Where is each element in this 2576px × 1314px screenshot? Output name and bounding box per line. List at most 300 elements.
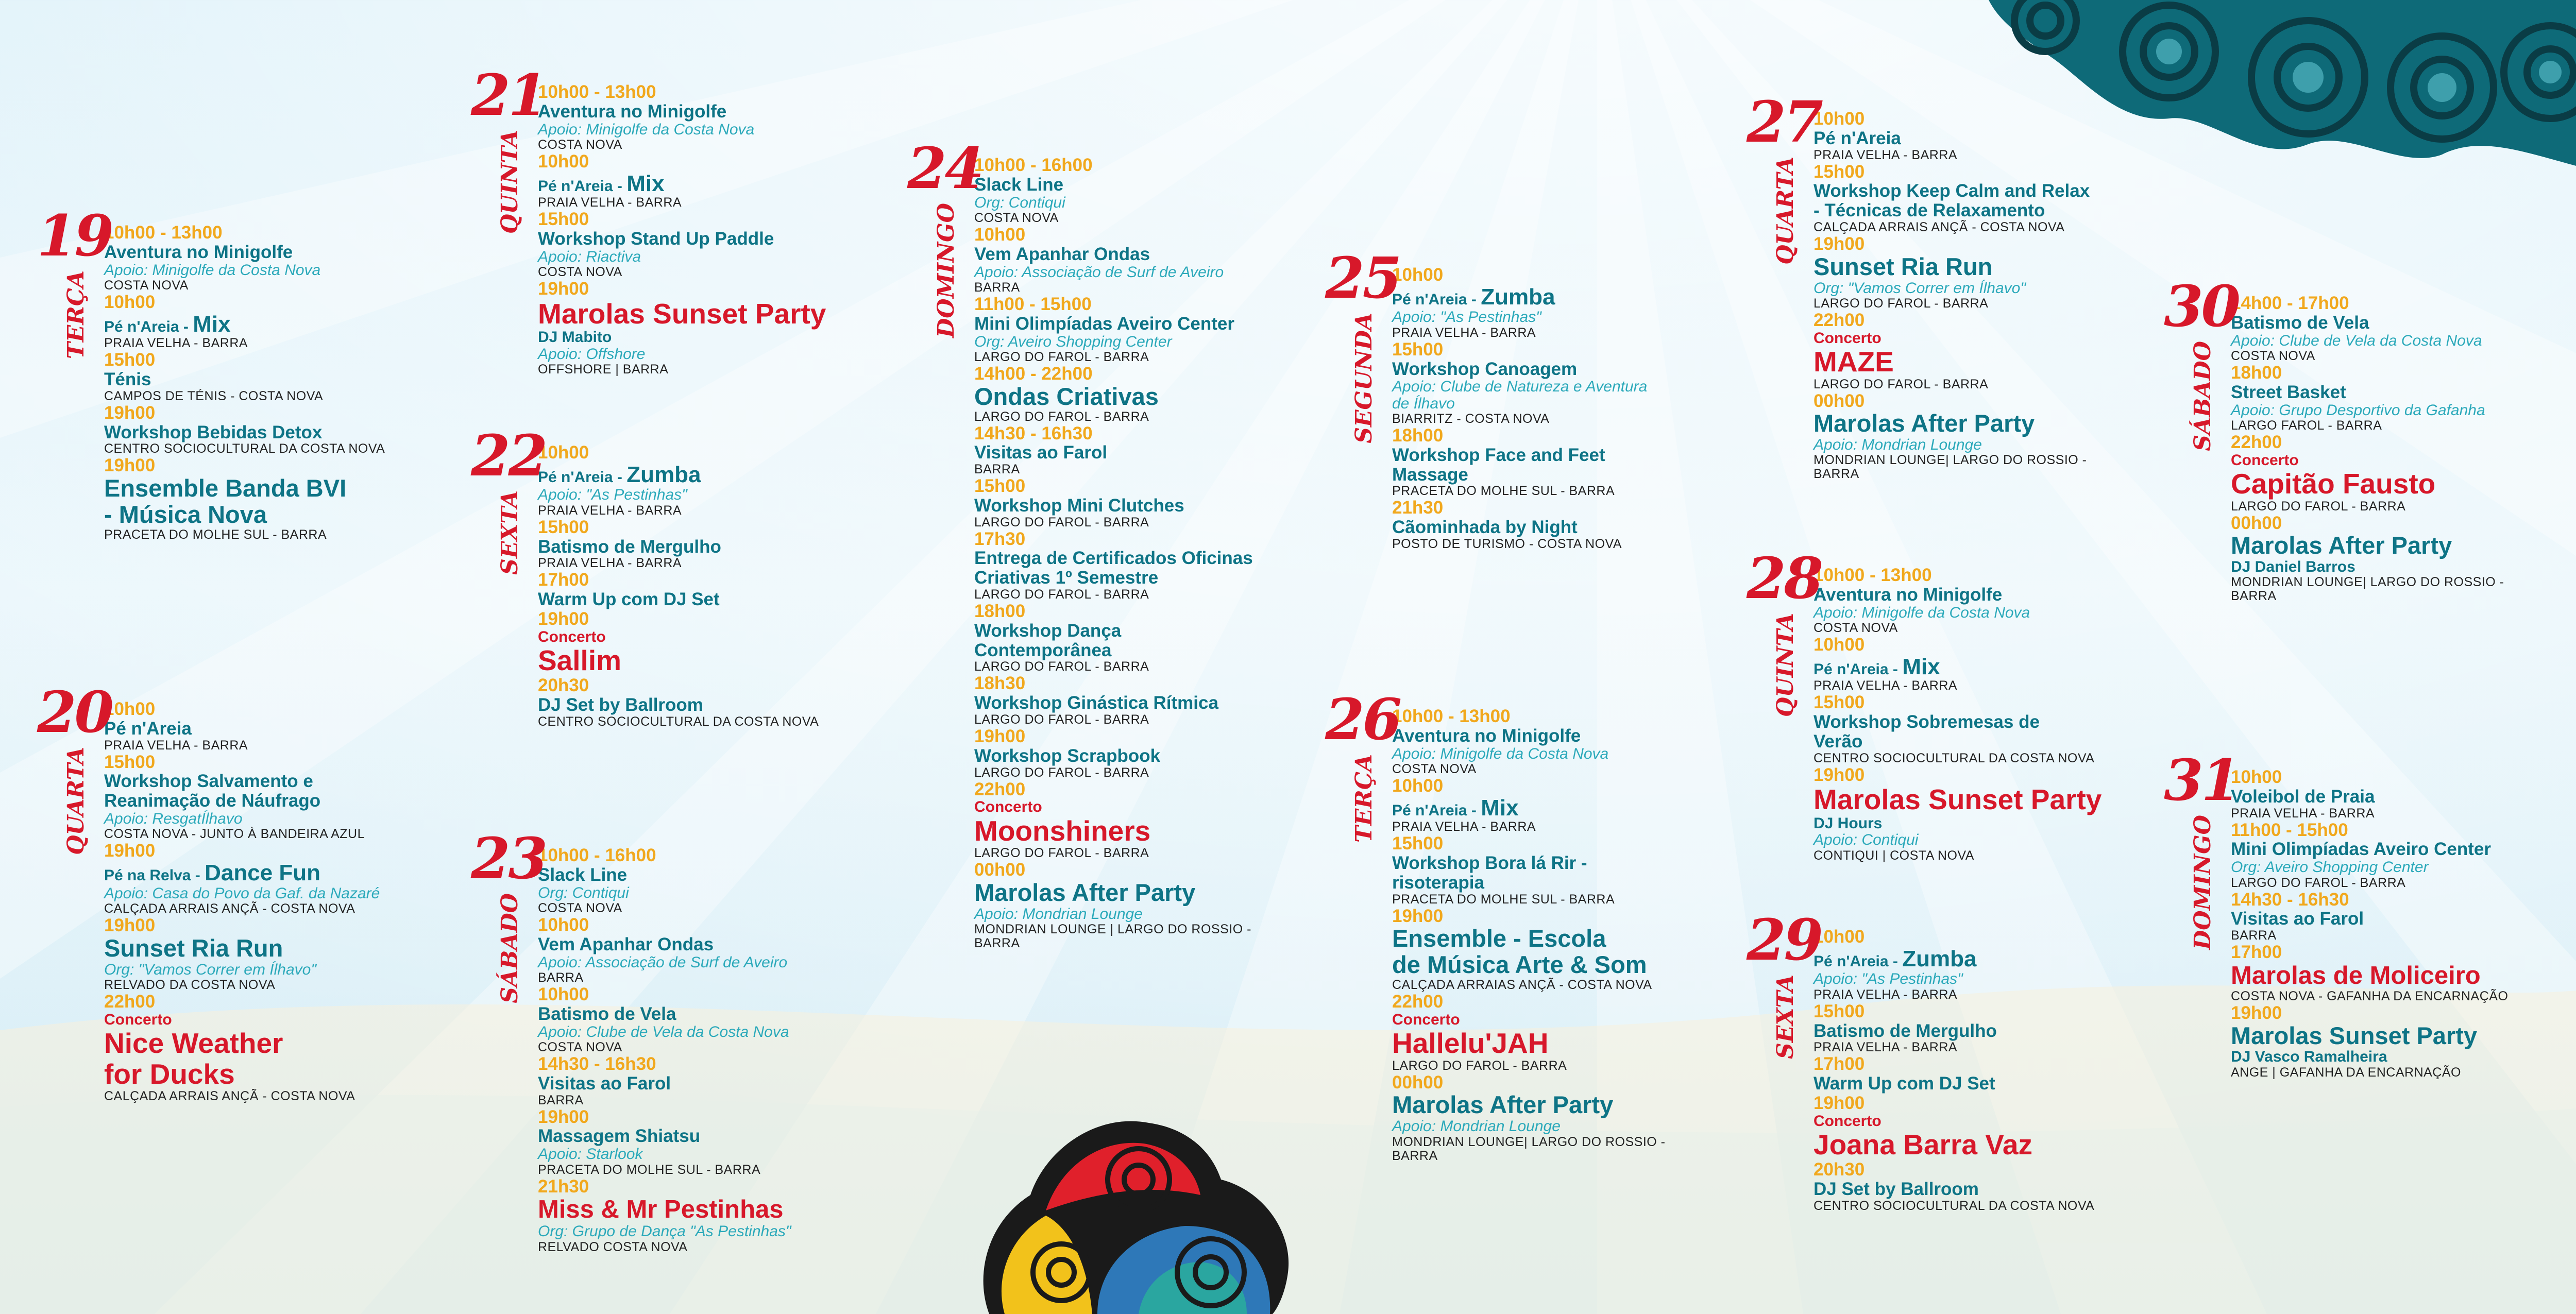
event-subtitle: DJ Hours — [1814, 814, 1883, 832]
weekday-label: DOMINGO — [933, 203, 959, 338]
concert-headline: for Ducks — [104, 1057, 235, 1090]
event-time: 19h00 — [538, 1106, 589, 1127]
day-number: 24 — [907, 135, 982, 201]
event-title-main: Mix — [626, 170, 665, 196]
event-time: 15h00 — [974, 476, 1026, 497]
event-time: 15h00 — [1814, 161, 1865, 182]
event-time: 20h30 — [538, 675, 589, 696]
event-title: Marolas After Party — [2231, 532, 2452, 559]
event-sponsor: Apoio: Clube de Vela da Costa Nova — [538, 1023, 789, 1040]
event-time: 15h00 — [538, 209, 589, 230]
event-title-main: Zumba — [1902, 946, 1977, 971]
event-location: MONDRIAN LOUNGE | LARGO DO ROSSIO - — [974, 922, 1251, 937]
event-sponsor: Org: Grupo de Dança "As Pestinhas" — [538, 1223, 791, 1240]
event-sponsor: Apoio: Minigolfe da Costa Nova — [104, 261, 321, 279]
event-title: Slack Line — [538, 864, 628, 885]
event-location: CALÇADA ARRAIS ANÇÃ - COSTA NOVA — [1814, 219, 2065, 234]
event-time: 17h00 — [1814, 1054, 1865, 1074]
concert-label: Concerto — [1814, 329, 1882, 347]
concert-headline: MAZE — [1814, 346, 1894, 378]
event-time: 17h00 — [2231, 942, 2282, 963]
event-location: ANGE | GAFANHA DA ENCARNAÇÃO — [2231, 1065, 2461, 1080]
event-title: Marolas After Party — [1392, 1091, 1614, 1119]
event-time: 10h00 - 16h00 — [538, 845, 656, 865]
event-time: 15h00 — [538, 517, 589, 537]
event-location: PRAIA VELHA - BARRA — [1392, 325, 1536, 340]
event-title: Aventura no Minigolfe — [538, 101, 727, 122]
event-location: PRAIA VELHA - BARRA — [104, 336, 248, 351]
event-sponsor: Apoio: Mondrian Lounge — [974, 905, 1143, 923]
event-title: Massage — [1392, 464, 1468, 485]
event-title: Workshop Stand Up Paddle — [538, 229, 774, 249]
event-location: PRAIA VELHA - BARRA — [1392, 820, 1536, 834]
event-location: CENTRO SOCIOCULTURAL DA COSTA NOVA — [538, 714, 819, 729]
event-sponsor: Org: Contiqui — [538, 884, 629, 901]
event-title: Contemporânea — [974, 640, 1112, 660]
event-title: Visitas ao Farol — [974, 442, 1108, 463]
event-sponsor: Org: "Vamos Correr em Ílhavo" — [104, 961, 316, 978]
concert-headline: Joana Barra Vaz — [1814, 1129, 2032, 1161]
weekday-label: QUARTA — [1772, 157, 1799, 265]
event-time: 19h00 — [104, 402, 156, 423]
concert-label: Concerto — [974, 798, 1042, 816]
event-sponsor: Apoio: Grupo Desportivo da Gafanha — [2231, 401, 2485, 419]
event-location: PRAIA VELHA - BARRA — [538, 503, 682, 518]
day-number: 22 — [471, 422, 546, 489]
event-title: Reanimação de Náufrago — [104, 791, 321, 811]
event-location: LARGO DO FAROL - BARRA — [974, 409, 1149, 424]
weekday-label: QUINTA — [1772, 613, 1799, 717]
event-time: 10h00 — [104, 292, 156, 312]
event-title-prefix: Pé n'Areia - — [538, 468, 627, 486]
event-location: LARGO DO FAROL - BARRA — [974, 765, 1149, 780]
event-location: BARRA — [1814, 467, 1859, 482]
event-title-main: Zumba — [1481, 284, 1555, 310]
event-title: Ténis — [104, 369, 151, 390]
event-location: BARRA — [974, 280, 1020, 295]
weekday-label: QUARTA — [63, 747, 89, 855]
event-location: LARGO DO FAROL - BARRA — [1814, 296, 1989, 311]
event-title: Marolas After Party — [974, 879, 1196, 907]
event-time: 10h00 — [538, 914, 589, 935]
event-sponsor: Apoio: Minigolfe da Costa Nova — [1814, 604, 2030, 621]
event-time: 14h00 - 22h00 — [974, 363, 1093, 384]
event-location: CENTRO SOCIOCULTURAL DA COSTA NOVA — [1814, 750, 2095, 765]
event-highlight: Miss & Mr Pestinhas — [538, 1196, 784, 1224]
event-location: PRAIA VELHA - BARRA — [1814, 987, 1958, 1002]
event-location: COSTA NOVA — [538, 137, 622, 152]
event-sponsor: Apoio: Contiqui — [1814, 831, 1919, 849]
day-number: 21 — [471, 62, 546, 128]
event-time: 11h00 - 15h00 — [974, 294, 1092, 314]
event-time: 10h00 - 16h00 — [974, 155, 1093, 175]
event-location: MONDRIAN LOUNGE| LARGO DO ROSSIO - — [1392, 1134, 1666, 1149]
event-title: Pé n'Areia — [1814, 128, 1901, 148]
event-sponsor: Apoio: Riactiva — [538, 248, 641, 265]
event-title: de Música Arte & Som — [1392, 951, 1647, 979]
event-time: 17h00 — [538, 570, 589, 590]
event-sponsor: Org: "Vamos Correr em Ílhavo" — [1814, 279, 2026, 297]
event-time: 10h00 — [2231, 767, 2282, 787]
day-21 — [471, 62, 826, 377]
event-title — [1392, 285, 1647, 310]
event-title-main: Mix — [1481, 795, 1519, 821]
event-time: 22h00 — [974, 779, 1026, 799]
event-location: BARRA — [538, 970, 584, 985]
concert-headline: Nice Weather — [104, 1027, 283, 1060]
event-time: 22h00 — [104, 992, 156, 1012]
event-time: 10h00 - 13h00 — [538, 82, 656, 102]
event-time: 14h30 - 16h30 — [974, 423, 1093, 443]
event-title — [1392, 796, 1666, 821]
event-sponsor: Org: Aveiro Shopping Center — [2231, 859, 2429, 876]
event-title: Marolas After Party — [1814, 409, 2035, 437]
event-title: Workshop Sobremesas de — [1814, 712, 2040, 732]
event-sponsor: Apoio: Starlook — [538, 1146, 643, 1163]
event-location: LARGO DO FAROL - BARRA — [2231, 499, 2406, 514]
event-title: Pé n'Areia — [104, 718, 192, 739]
event-title: risoterapia — [1392, 872, 1484, 893]
event-sponsor: Apoio: Associação de Surf de Aveiro — [974, 263, 1224, 281]
day-number: 26 — [1325, 686, 1400, 753]
event-time: 19h00 — [104, 455, 156, 476]
event-time: 15h00 — [104, 752, 156, 772]
event-title-prefix: Pé n'Areia - — [1392, 291, 1481, 308]
event-location: LARGO DO FAROL - BARRA — [974, 659, 1149, 674]
event-location: COSTA NOVA - JUNTO À BANDEIRA AZUL — [104, 827, 365, 842]
event-title: Cãominhada by Night — [1392, 517, 1578, 538]
event-sponsor: Org: Contiqui — [974, 194, 1065, 211]
event-title: Sunset Ria Run — [1814, 252, 1993, 280]
event-title: Workshop Bora lá Rir - — [1392, 853, 1587, 874]
event-title: Marolas Sunset Party — [2231, 1021, 2478, 1049]
event-location: CAMPOS DE TÉNIS - COSTA NOVA — [104, 388, 324, 403]
event-sponsor: Apoio: "As Pestinhas" — [538, 486, 687, 504]
event-location: PRAIA VELHA - BARRA — [538, 195, 682, 210]
day-number: 25 — [1325, 245, 1400, 311]
weekday-label: DOMINGO — [2190, 815, 2216, 950]
concert-headline: Marolas Sunset Party — [538, 298, 826, 330]
event-title — [104, 861, 380, 885]
day-number: 27 — [1747, 89, 1822, 155]
event-title: Vem Apanhar Ondas — [538, 934, 714, 954]
event-location: BARRA — [974, 462, 1020, 477]
event-location: PRAIA VELHA - BARRA — [538, 556, 682, 571]
event-title: Aventura no Minigolfe — [1814, 584, 2003, 605]
day-27 — [1747, 89, 2090, 482]
event-title: Ensemble - Escola — [1392, 925, 1606, 952]
event-title: Workshop Ginástica Rítmica — [974, 693, 1218, 713]
event-title: Massagem Shiatsu — [538, 1126, 701, 1147]
event-location: CENTRO SOCIOCULTURAL DA COSTA NOVA — [1814, 1199, 2095, 1214]
event-time: 18h30 — [974, 673, 1026, 694]
event-time: 14h30 - 16h30 — [2231, 889, 2349, 910]
event-sponsor: Org: Aveiro Shopping Center — [974, 333, 1172, 350]
day-24 — [907, 135, 1253, 951]
event-title: - Técnicas de Relaxamento — [1814, 200, 2045, 221]
event-subtitle: DJ Daniel Barros — [2231, 558, 2355, 576]
event-time: 21h30 — [538, 1176, 589, 1197]
event-time: 19h00 — [1814, 233, 1865, 254]
event-title: - Música Nova — [104, 501, 267, 528]
event-time: 19h00 — [974, 726, 1026, 747]
event-location: MONDRIAN LOUNGE| LARGO DO ROSSIO - — [1814, 453, 2087, 468]
event-location: PRACETA DO MOLHE SUL - BARRA — [1392, 892, 1615, 907]
event-title: DJ Set by Ballroom — [1814, 1179, 1979, 1200]
event-time: 22h00 — [2231, 432, 2282, 452]
event-time: 10h00 — [538, 984, 589, 1004]
event-time: 11h00 - 15h00 — [2231, 820, 2348, 840]
day-number: 28 — [1747, 545, 1822, 611]
day-28 — [1747, 545, 2102, 863]
event-time: 18h00 — [2231, 362, 2282, 383]
event-location: PRAIA VELHA - BARRA — [1814, 678, 1958, 693]
day-22 — [471, 422, 819, 729]
event-time: 14h00 - 17h00 — [2231, 293, 2349, 313]
event-time: 10h00 - 13h00 — [1814, 565, 1932, 585]
event-location: PRAIA VELHA - BARRA — [104, 738, 248, 753]
event-title: Workshop Mini Clutches — [974, 495, 1184, 516]
event-title: Sunset Ria Run — [104, 934, 283, 962]
event-time: 10h00 — [538, 442, 589, 463]
day-31 — [2164, 747, 2509, 1080]
event-time: 10h00 — [974, 224, 1026, 245]
event-location: BARRA — [2231, 928, 2277, 943]
event-title: DJ Set by Ballroom — [538, 695, 703, 715]
event-time: 21h30 — [1392, 498, 1444, 518]
event-time: 17h30 — [974, 528, 1026, 549]
event-subtitle: DJ Vasco Ramalheira — [2231, 1048, 2387, 1066]
event-title — [104, 312, 385, 337]
day-number: 30 — [2164, 273, 2239, 339]
event-location: CALÇADA ARRAIAS ANÇÃ - COSTA NOVA — [1392, 977, 1652, 992]
event-title — [538, 172, 826, 196]
event-title-prefix: Pé n'Areia - — [1392, 801, 1481, 819]
day-number: 29 — [1747, 907, 1822, 973]
event-title: Workshop Bebidas Detox — [104, 422, 323, 442]
event-location: BIARRITZ - COSTA NOVA — [1392, 412, 1550, 426]
weekday-label: QUINTA — [497, 130, 523, 234]
event-title: Voleibol de Praia — [2231, 786, 2375, 807]
event-title-main: Dance Fun — [205, 860, 321, 886]
event-time: 19h00 — [104, 841, 156, 861]
event-title: Visitas ao Farol — [538, 1073, 671, 1094]
event-location: COSTA NOVA — [1814, 620, 1898, 635]
day-number: 20 — [37, 679, 112, 745]
concert-label: Concerto — [2231, 451, 2299, 469]
event-location: PRACETA DO MOLHE SUL - BARRA — [538, 1162, 761, 1177]
event-sponsor: Apoio: ResgatÍlhavo — [104, 810, 243, 827]
event-location: COSTA NOVA — [538, 265, 622, 280]
event-location: COSTA NOVA - GAFANHA DA ENCARNAÇÃO — [2231, 988, 2509, 1003]
event-location: PRACETA DO MOLHE SUL - BARRA — [104, 527, 327, 542]
event-title-main: Mix — [193, 311, 231, 337]
event-location: COSTA NOVA — [974, 210, 1059, 225]
concert-label: Concerto — [104, 1011, 172, 1028]
event-time: 00h00 — [974, 860, 1026, 880]
event-location: BARRA — [974, 936, 1020, 951]
event-title: Criativas 1º Semestre — [974, 568, 1159, 588]
event-title: Visitas ao Farol — [2231, 909, 2364, 929]
event-sponsor: Apoio: Mondrian Lounge — [1392, 1118, 1561, 1135]
event-title: Workshop Face and Feet — [1392, 445, 1605, 465]
event-sponsor: de Ílhavo — [1392, 395, 1455, 412]
event-time: 19h00 — [1814, 1093, 1865, 1113]
event-title: Aventura no Minigolfe — [1392, 725, 1581, 746]
event-title: Aventura no Minigolfe — [104, 242, 293, 262]
event-title: Batismo de Mergulho — [538, 536, 721, 557]
event-location: LARGO DO FAROL - BARRA — [974, 846, 1149, 861]
event-sponsor: Apoio: Clube de Vela da Costa Nova — [2231, 332, 2482, 349]
event-title: Batismo de Mergulho — [1814, 1020, 1997, 1041]
weekday-label: TERÇA — [1351, 754, 1377, 843]
event-sponsor: Apoio: Clube de Natureza e Aventura — [1392, 378, 1648, 396]
event-location: BARRA — [538, 1093, 584, 1107]
event-title-prefix: Pé n'Areia - — [538, 177, 627, 195]
event-subtitle: DJ Mabito — [538, 329, 612, 346]
day-20 — [37, 679, 380, 1103]
event-time: 00h00 — [1814, 390, 1865, 411]
event-title: Ondas Criativas — [974, 382, 1159, 410]
event-location: RELVADO DA COSTA NOVA — [104, 978, 276, 993]
event-time: 15h00 — [1392, 339, 1444, 360]
event-location: BARRA — [1392, 1148, 1438, 1163]
event-sponsor: Apoio: Minigolfe da Costa Nova — [538, 121, 755, 138]
event-title-prefix: Pé n'Areia - — [1814, 952, 1903, 970]
concert-label: Concerto — [1392, 1011, 1460, 1028]
event-title: Workshop Keep Calm and Relax — [1814, 181, 2090, 201]
event-title: Workshop Canoagem — [1392, 359, 1578, 379]
event-highlight: Marolas de Moliceiro — [2231, 961, 2481, 989]
event-location: LARGO DO FAROL - BARRA — [974, 349, 1149, 364]
event-location: COSTA NOVA — [538, 1039, 622, 1054]
event-title-main: Zumba — [626, 462, 701, 487]
weekday-label: SÁBADO — [497, 893, 523, 1003]
event-title-main: Mix — [1902, 654, 1940, 679]
event-sponsor: Apoio: "As Pestinhas" — [1814, 970, 1963, 988]
event-title: Vem Apanhar Ondas — [974, 244, 1150, 264]
concert-label: Concerto — [1814, 1112, 1882, 1130]
concert-headline: Moonshiners — [974, 814, 1151, 847]
event-sponsor: Apoio: Offshore — [538, 345, 646, 363]
concert-label: Concerto — [538, 628, 606, 645]
event-time: 18h00 — [1392, 425, 1444, 446]
event-location: LARGO FAROL - BARRA — [2231, 418, 2382, 433]
event-time: 22h00 — [1392, 991, 1444, 1012]
event-sponsor: Apoio: "As Pestinhas" — [1392, 309, 1541, 326]
event-location: PRAIA VELHA - BARRA — [1814, 147, 1958, 162]
event-title — [1814, 947, 2094, 971]
event-time: 15h00 — [1814, 692, 1865, 713]
event-location: COSTA NOVA — [1392, 761, 1477, 776]
event-time: 10h00 — [538, 151, 589, 172]
day-26 — [1325, 686, 1666, 1163]
event-time: 15h00 — [1814, 1001, 1865, 1021]
event-time: 14h30 - 16h30 — [538, 1053, 656, 1074]
event-title-prefix: Pé n'Areia - — [1814, 660, 1903, 678]
event-time: 18h00 — [974, 601, 1026, 622]
event-sponsor: Apoio: Minigolfe da Costa Nova — [1392, 745, 1609, 762]
event-time: 00h00 — [1392, 1072, 1444, 1093]
day-number: 19 — [37, 202, 112, 269]
concert-headline: Marolas Sunset Party — [1814, 783, 2102, 816]
event-title: Workshop Dança — [974, 620, 1122, 641]
event-location: CALÇADA ARRAIS ANÇÃ - COSTA NOVA — [104, 901, 355, 916]
event-sponsor: Apoio: Casa do Povo da Gaf. da Nazaré — [104, 884, 380, 902]
event-location: PRAIA VELHA - BARRA — [1814, 1040, 1958, 1055]
event-sponsor: Apoio: Mondrian Lounge — [1814, 436, 1982, 454]
event-location: MONDRIAN LOUNGE| LARGO DO ROSSIO - — [2231, 575, 2504, 590]
event-location: CONTIQUI | COSTA NOVA — [1814, 848, 1974, 863]
event-title-prefix: Pé n'Areia - — [104, 318, 193, 335]
day-25 — [1325, 245, 1648, 552]
event-location: OFFSHORE | BARRA — [538, 362, 669, 377]
day-29 — [1747, 907, 2095, 1214]
event-time: 19h00 — [538, 279, 589, 299]
weekday-label: SEGUNDA — [1351, 313, 1377, 443]
weekday-label: SEXTA — [1772, 975, 1799, 1059]
event-time: 19h00 — [1392, 906, 1444, 926]
event-location: COSTA NOVA — [538, 900, 622, 915]
event-time: 10h00 — [1814, 634, 1865, 655]
event-location: PRACETA DO MOLHE SUL - BARRA — [1392, 484, 1615, 499]
event-location: COSTA NOVA — [104, 278, 189, 293]
event-time: 10h00 — [1814, 927, 1865, 947]
event-location: RELVADO COSTA NOVA — [538, 1239, 688, 1254]
weekday-label: SÁBADO — [2190, 341, 2216, 451]
event-title: Street Basket — [2231, 382, 2346, 402]
event-title: Workshop Scrapbook — [974, 745, 1161, 766]
day-number: 31 — [2164, 747, 2239, 813]
event-time: 19h00 — [1814, 764, 1865, 785]
event-time: 10h00 - 13h00 — [104, 223, 223, 243]
event-location: LARGO DO FAROL - BARRA — [974, 515, 1149, 530]
event-time: 20h30 — [1814, 1159, 1865, 1180]
concert-headline: Capitão Fausto — [2231, 468, 2436, 500]
event-location: POSTO DE TURISMO - COSTA NOVA — [1392, 537, 1622, 552]
event-title — [538, 463, 819, 487]
event-location: COSTA NOVA — [2231, 348, 2315, 363]
event-time: 10h00 — [1814, 109, 1865, 129]
concert-headline: Hallelu'JAH — [1392, 1027, 1549, 1060]
colorful-swirl-logo — [969, 1102, 1309, 1314]
day-30 — [2164, 273, 2504, 604]
event-location: LARGO DO FAROL - BARRA — [1392, 1058, 1567, 1073]
event-title: Workshop Salvamento e — [104, 771, 313, 792]
event-location: LARGO DO FAROL - BARRA — [1814, 377, 1989, 391]
event-title: Mini Olimpíadas Aveiro Center — [2231, 839, 2492, 860]
event-time: 10h00 — [1392, 265, 1444, 285]
event-time: 10h00 — [104, 699, 156, 719]
event-time: 15h00 — [1392, 833, 1444, 854]
day-19 — [37, 202, 385, 542]
weekday-label: TERÇA — [63, 270, 89, 360]
event-time: 22h00 — [1814, 310, 1865, 330]
event-time: 00h00 — [2231, 513, 2282, 533]
event-location: CENTRO SOCIOCULTURAL DA COSTA NOVA — [104, 441, 385, 456]
event-time: 19h00 — [104, 915, 156, 936]
event-time: 19h00 — [538, 608, 589, 629]
weekday-label: SEXTA — [497, 490, 523, 575]
event-location: LARGO DO FAROL - BARRA — [974, 712, 1149, 727]
event-title: Entrega de Certificados Oficinas — [974, 548, 1253, 569]
event-title: Ensemble Banda BVI — [104, 474, 347, 502]
day-23 — [471, 825, 791, 1254]
event-time: 10h00 — [1392, 775, 1444, 796]
event-location: LARGO DO FAROL - BARRA — [2231, 875, 2406, 890]
event-title: Mini Olimpíadas Aveiro Center — [974, 313, 1235, 334]
concert-headline: Sallim — [538, 644, 622, 677]
